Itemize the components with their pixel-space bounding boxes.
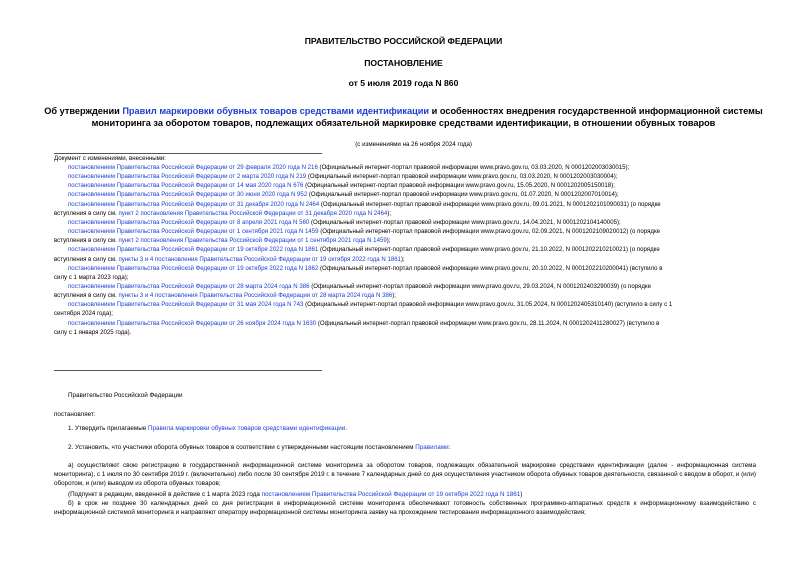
- change-decree-link[interactable]: постановлением Правительства Российской Федерации от 1 сентября 2021 года N 1459: [68, 228, 319, 236]
- continuation-text: силу с 1 марта 2023 года);: [54, 273, 129, 281]
- title-prefix: Об утверждении: [44, 106, 123, 116]
- change-item-text: (Официальный интернет-портал правовой информации www.pravo.gov.ru, 03.03.2020, N 0001202003030015);: [317, 164, 630, 171]
- change-decree-link[interactable]: постановлением Правительства Российской Федерации от 19 октября 2022 года N 1862: [68, 264, 319, 272]
- continuation-link[interactable]: пункт 2 постановления Правительства Российской Федерации от 1 сентября 2021 года N 1459: [118, 237, 387, 245]
- subparagraph-b: б) в срок не позднее 30 календарных дней со дня регистрации в информационной системе мониторинга обеспечивают готовность собственных программно-аппаратных средств к информационному взаимодействию с информационной системой мониторинга и направляют оператору информационной системы мониторинга заявку на прохождение тестирования информационного взаимодействия;: [54, 500, 756, 516]
- p1-end: .: [345, 425, 348, 432]
- change-item: [54, 320, 756, 329]
- change-item-continuation: [54, 237, 756, 246]
- edition-note: (с изменениями на 26 ноября 2024 года): [355, 141, 472, 148]
- change-item-text: (Официальный интернет-портал правовой информации www.pravo.gov.ru, 31.05.2024, N 0001202405310140) (вступило в силу с 1: [303, 301, 673, 309]
- change-decree-link[interactable]: постановлением Правительства Российской Федерации от 8 апреля 2021 года N 560: [68, 218, 310, 226]
- decides-label: постановляет:: [54, 411, 96, 418]
- change-item: [54, 182, 756, 191]
- document-title: [40, 105, 767, 129]
- divider-bottom: [54, 370, 322, 371]
- change-item-continuation: [54, 256, 756, 265]
- change-item: [54, 201, 756, 210]
- title-suffix: и особенностях внедрения государственной информационной системы: [429, 106, 763, 116]
- p2-end: :: [448, 444, 451, 451]
- change-item: [54, 301, 756, 310]
- continuation-text: вступления в силу см.: [54, 255, 119, 263]
- change-item: [54, 219, 756, 228]
- change-decree-link[interactable]: постановлением Правительства Российской Федерации от 28 марта 2024 года N 386: [68, 282, 310, 290]
- document-type: ПОСТАНОВЛЕНИЕ: [364, 58, 443, 68]
- change-decree-link[interactable]: постановлением Правительства Российской Федерации от 2 марта 2020 года N 219: [68, 173, 307, 181]
- change-item-text: (Официальный интернет-портал правовой информации www.pravo.gov.ru, 09.01.2021, N 0001202101090031) (о порядке: [319, 200, 661, 208]
- note-text: (Подпункт в редакции, введенной в действие с 1 марта 2023 года: [68, 491, 262, 498]
- change-item: [54, 191, 756, 200]
- change-decree-link[interactable]: постановлением Правительства Российской Федерации от 29 февраля 2020 года N 216: [68, 164, 318, 171]
- continuation-end: );: [387, 209, 392, 217]
- continuation-text: вступления в силу см.: [54, 209, 119, 217]
- continuation-end: );: [392, 292, 396, 300]
- change-decree-link[interactable]: постановлением Правительства Российской Федерации от 31 мая 2024 года N 743: [68, 301, 304, 309]
- changes-intro: Документ с изменениями, внесенными:: [54, 155, 166, 162]
- continuation-link[interactable]: пункт 2 постановления Правительства Российской Федерации от 31 декабря 2020 года N 2464: [118, 209, 388, 217]
- change-item-text: (Официальный интернет-портал правовой информации www.pravo.gov.ru, 14.04.2021, N 0001202104140005);: [309, 218, 621, 226]
- change-item-text: (Официальный интернет-портал правовой информации www.pravo.gov.ru, 03.03.2020, N 0001202003030004);: [306, 173, 618, 181]
- continuation-end: );: [386, 237, 391, 245]
- change-item-continuation: [54, 274, 756, 283]
- change-item-continuation: [54, 292, 756, 301]
- change-item: [54, 246, 756, 255]
- change-item-continuation: [54, 210, 756, 219]
- title-rules-link[interactable]: Правил маркировки обувных товаров средствами идентификации: [122, 106, 430, 116]
- change-decree-link[interactable]: постановлением Правительства Российской Федерации от 14 мая 2020 года N 676: [68, 182, 304, 190]
- change-item: [54, 265, 756, 274]
- p2-text: 2. Установить, что участники оборота обувных товаров в соответствии с утвержденными настоящим постановлением: [68, 444, 416, 451]
- continuation-text: сентября 2024 года);: [54, 310, 113, 318]
- document-date: от 5 июля 2019 года N 860: [348, 78, 459, 88]
- continuation-link[interactable]: пункты 3 и 4 постановления Правительства Российской Федерации от 28 марта 2024 года N 386: [118, 292, 393, 300]
- p2-rules-link[interactable]: Правилами: [415, 444, 449, 451]
- change-item-text: (Официальный интернет-портал правовой информации www.pravo.gov.ru, 15.05.2020, N 0001202005150018);: [303, 182, 615, 190]
- title-line2: мониторинга за оборотом товаров, подлежащих обязательной маркировке средствами идентификации, в отношении обувных товаров: [91, 118, 716, 128]
- change-decree-link[interactable]: постановлением Правительства Российской Федерации от 19 октября 2022 года N 1861: [68, 246, 319, 254]
- change-item-text: (Официальный интернет-портал правовой информации www.pravo.gov.ru, 20.10.2022, N 0001202210200041) (вступило в: [318, 264, 663, 272]
- p1-rules-link[interactable]: Правила маркировки обувных товаров средствами идентификации: [148, 425, 346, 432]
- change-decree-link[interactable]: постановлением Правительства Российской Федерации от 30 июня 2020 года N 952: [68, 191, 308, 199]
- government-heading: ПРАВИТЕЛЬСТВО РОССИЙСКОЙ ФЕДЕРАЦИИ: [304, 36, 503, 46]
- change-item: [54, 228, 756, 237]
- government-name: Правительство Российской Федерации: [68, 392, 183, 399]
- paragraph-1: [68, 425, 347, 434]
- change-decree-link[interactable]: постановлением Правительства Российской Федерации от 26 ноября 2024 года N 1630: [68, 319, 317, 327]
- change-item-text: (Официальный интернет-портал правовой информации www.pravo.gov.ru, 29.03.2024, N 0001202403290039) (о порядке: [309, 282, 652, 290]
- change-item-text: (Официальный интернет-портал правовой информации www.pravo.gov.ru, 28.11.2024, N 0001202411280027) (вступило в: [316, 319, 660, 327]
- change-decree-link[interactable]: постановлением Правительства Российской Федерации от 31 декабря 2020 года N 2464: [68, 200, 320, 208]
- change-item: [54, 283, 756, 292]
- continuation-text: силу с 1 января 2025 года).: [54, 328, 132, 336]
- subparagraph-a: а) осуществляют свою регистрацию в государственной информационной системе мониторинга за оборотом товаров, подлежащих обязательной маркировке средствами идентификации (далее - информационная система мониторинга), с 1 июля по 30 сентября 2019 г. (включительно) либо после 30 сентября 2019 г. в течение 7 календарных дней со дня осуществления участником оборота обувных товаров деятельности, связанной с вводом в оборот, и (или) оборотом, и (или) выводом из оборота обувных товаров;: [54, 462, 756, 487]
- paragraph-2: [68, 444, 450, 453]
- change-item-continuation: [54, 329, 756, 338]
- subparagraph-a-note: [68, 491, 522, 500]
- change-item-continuation: [54, 310, 756, 319]
- change-item: [54, 173, 756, 182]
- note-link[interactable]: постановлением Правительства Российской Федерации от 19 октября 2022 года N 1861: [261, 491, 521, 498]
- change-item-text: (Официальный интернет-портал правовой информации www.pravo.gov.ru, 02.09.2021, N 0001202109020012) (о порядке: [318, 228, 661, 236]
- change-item-text: (Официальный интернет-портал правовой информации www.pravo.gov.ru, 01.07.2020, N 0001202007010014);: [307, 191, 619, 199]
- continuation-text: вступления в силу см.: [54, 237, 119, 245]
- p1-text: 1. Утвердить прилагаемые: [68, 425, 148, 432]
- note-end: ): [520, 491, 523, 498]
- continuation-link[interactable]: пункты 3 и 4 постановления Правительства Российской Федерации от 19 октября 2022 года N 1861: [118, 255, 402, 263]
- divider-top: [54, 153, 322, 154]
- change-item: [54, 164, 756, 173]
- change-item-text: (Официальный интернет-портал правовой информации www.pravo.gov.ru, 21.10.2022, N 0001202210210021) (о порядке: [318, 246, 660, 254]
- continuation-end: );: [401, 255, 405, 263]
- continuation-text: вступления в силу см.: [54, 292, 119, 300]
